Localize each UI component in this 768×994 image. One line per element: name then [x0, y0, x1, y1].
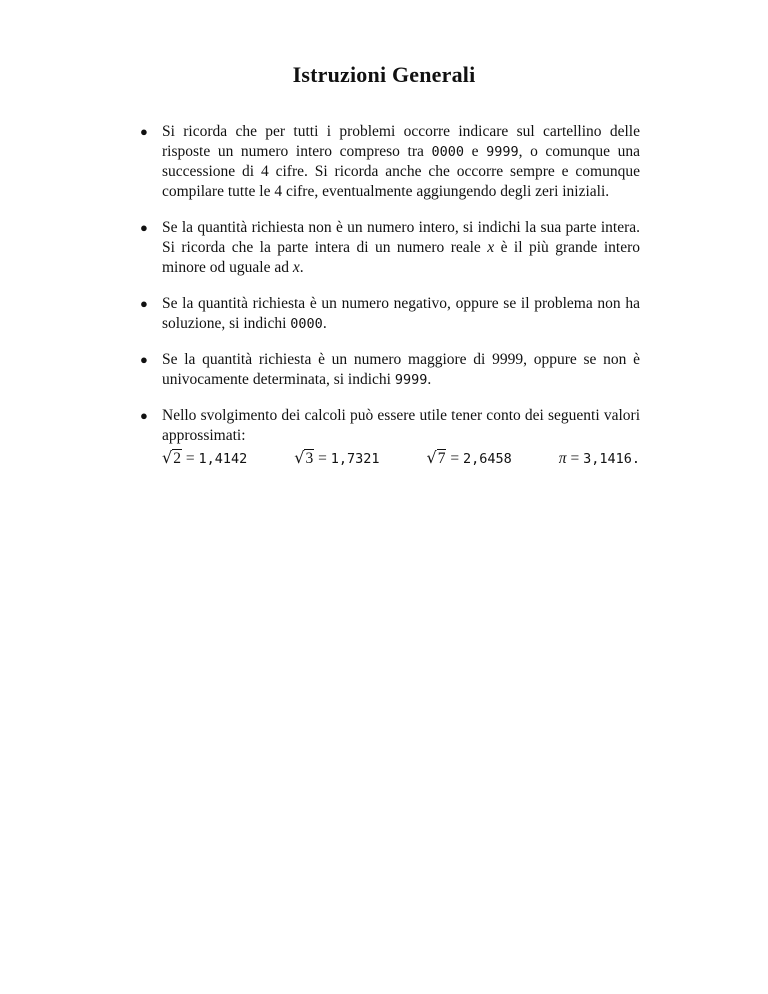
approx-values — [162, 448, 640, 469]
code-value: 9999 — [394, 372, 428, 388]
item-text: . — [322, 315, 327, 332]
sqrt3-value: √3 = 1,7321 — [294, 448, 380, 467]
item-text: è il più grande intero minore od uguale ad — [162, 239, 640, 276]
pi-value: π = 3,1416. — [558, 450, 640, 467]
code-value: 0000 — [431, 144, 464, 160]
bullet-icon: ● — [140, 296, 148, 311]
math-variable: x — [292, 259, 300, 276]
list-item — [136, 122, 640, 202]
item-text: . — [299, 259, 304, 276]
item-text: , o comunque una successione di 4 cifre. Si ricorda anche che occorre sempre e comunque compilare tutte le 4 cifre, eventualmente aggiungendo degli zeri iniziali. — [162, 143, 640, 200]
item-text: . — [427, 371, 432, 388]
instruction-list — [136, 122, 640, 485]
item-text: Si ricorda che per tutti i problemi occorre indicare sul cartellino delle risposte un numero intero compreso tra — [162, 123, 640, 160]
item-text: Nello svolgimento dei calcoli può essere utile tener conto dei seguenti valori approssimati: — [162, 407, 640, 444]
sqrt-symbol: √7 — [426, 448, 446, 467]
code-value: 0000 — [290, 316, 323, 332]
math-variable: x — [487, 239, 495, 256]
list-item — [136, 406, 640, 469]
sqrt7-value: √7 = 2,6458 — [426, 448, 512, 467]
bullet-icon: ● — [140, 220, 148, 235]
bullet-icon: ● — [140, 408, 148, 423]
sqrt-symbol: √3 — [294, 448, 314, 467]
item-text: Se la quantità richiesta è un numero negativo, oppure se il problema non ha soluzione, si indichi — [162, 295, 640, 332]
bullet-icon: ● — [140, 352, 148, 367]
code-value: 9999 — [486, 144, 519, 160]
sqrt-symbol: √2 — [162, 448, 181, 467]
bullet-icon: ● — [140, 124, 148, 139]
list-item — [136, 218, 640, 278]
item-text: Se la quantità richiesta è un numero maggiore di 9999, oppure se non è univocamente determinata, si indichi — [162, 351, 640, 388]
list-item — [136, 294, 640, 334]
list-item — [136, 350, 640, 390]
sqrt2-value: √2 = 1,4142 — [162, 448, 248, 467]
item-text: e — [463, 143, 487, 160]
item-text: Se la quantità richiesta non è un numero intero, si indichi la sua parte intera. Si ricorda che la parte intera di un numero reale — [162, 219, 640, 256]
page-title: Istruzioni Generali — [292, 62, 476, 87]
